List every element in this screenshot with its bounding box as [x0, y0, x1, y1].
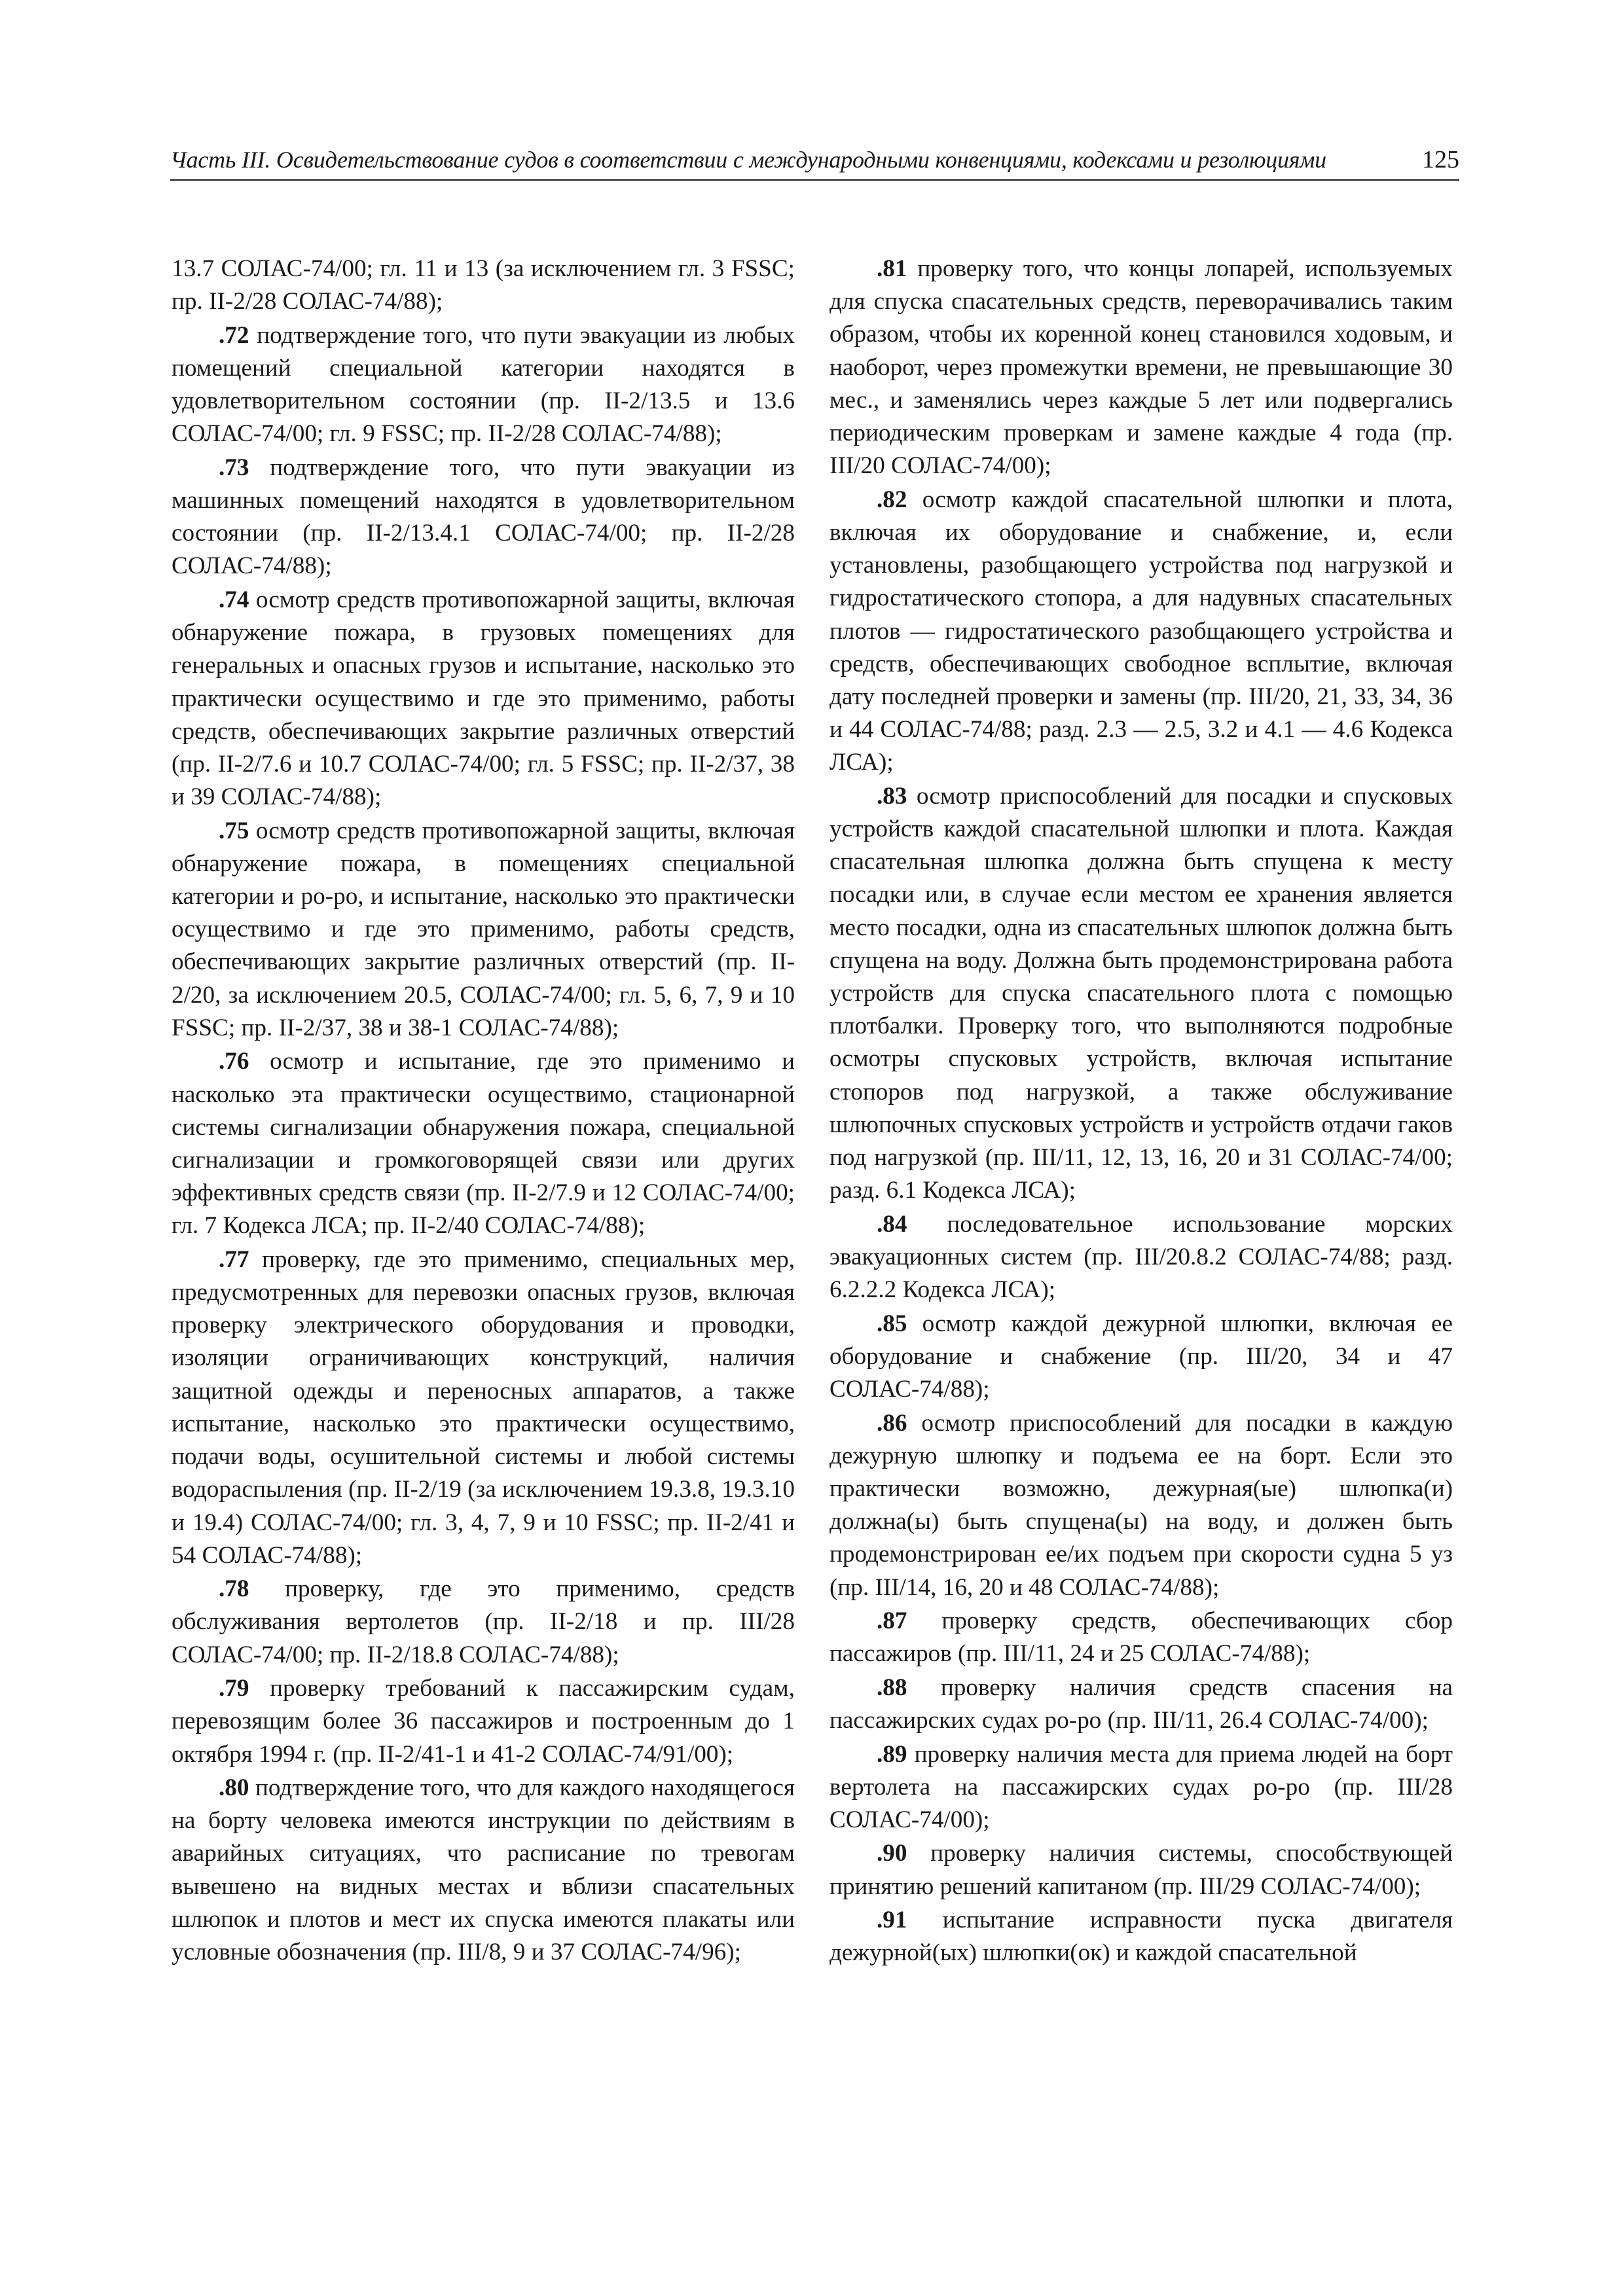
- item-number: .77: [219, 1246, 249, 1273]
- item-text: проверку требований к пассажирским судам, перевозящим более 36 пассажиров и построенным до 1 октября 1994 г. (пр. II-2/41-1 и 41-2 СОЛАС-74/91/00);: [172, 1675, 795, 1768]
- right-column: [830, 253, 1453, 1971]
- paragraph-item: [830, 1672, 1453, 1737]
- header-rule: [170, 179, 1459, 181]
- item-text: 13.7 СОЛАС-74/00; гл. 11 и 13 (за исключением гл. 3 FSSC; пр. II-2/28 СОЛАС-74/88);: [172, 255, 795, 315]
- item-text: проверку наличия места для приема людей на борт вертолета на пассажирских судах ро-ро (пр. III/28 СОЛАС-74/00);: [830, 1740, 1453, 1833]
- item-number: .74: [219, 586, 249, 613]
- item-text: проверку того, что концы лопарей, используемых для спуска спасательных средств, переворачивались таким образом, чтобы их коренной конец становился ходовым, и наоборот, через промежутки времени, не превышающие 30 мес., и заменялись через каждые 5 лет или подвергались периодическим проверкам и замене каждые 4 года (пр. III/20 СОЛАС-74/00);: [830, 255, 1453, 480]
- paragraph-item: [172, 815, 795, 1045]
- paragraph-item: [830, 253, 1453, 482]
- item-text: осмотр средств противопожарной защиты, включая обнаружение пожара, в помещениях специальной категории и ро-ро, и испытание, насколько это практически осуществимо и где это применимо, работы средств, обеспечивающих закрытие различных отверстий (пр. II-2/20, за исключением 20.5, СОЛАС-74/00; гл. 5, 6, 7, 9 и 10 FSSC; пр. II-2/37, 38 и 38-1 СОЛАС-74/88);: [172, 817, 795, 1041]
- running-title: Часть III. Освидетельствование судов в соответствии с международными конвенциями, кодексами и резолюциями: [170, 147, 1326, 173]
- item-number: .90: [877, 1840, 907, 1867]
- item-text: осмотр каждой дежурной шлюпки, включая ее оборудование и снабжение (пр. III/20, 34 и 47 СОЛАС-74/88);: [830, 1310, 1453, 1403]
- item-number: .78: [219, 1575, 249, 1603]
- item-number: .87: [877, 1607, 907, 1635]
- paragraph-item: [830, 1308, 1453, 1407]
- item-text: подтверждение того, что пути эвакуации из любых помещений специальной категории находятся в удовлетворительном состоянии (пр. II-2/13.5 и 13.6 СОЛАС-74/00; гл. 9 FSSC; пр. II-2/28 СОЛАС-74/88);: [172, 321, 795, 448]
- item-text: осмотр приспособлений для посадки и спусковых устройств каждой спасательной шлюпки и плота. Каждая спасательная шлюпка должна быть спущена к месту посадки или, в случае если местом ее хранения является место посадки, одна из спасательных шлюпок должна быть спущена на воду. Должна быть продемонстрирована работа устройств для спуска спасательного плота с помощью плотбалки. Проверку того, что выполняются подробные осмотры спусковых устройств, включая испытание стопоров под нагрузкой, а также обслуживание шлюпочных спусковых устройств и устройств отдачи гаков под нагрузкой (пр. III/11, 12, 13, 16, 20 и 31 СОЛАС-74/00; разд. 6.1 Кодекса ЛСА);: [830, 782, 1453, 1204]
- paragraph-item: [830, 1837, 1453, 1903]
- paragraph-item: [830, 1407, 1453, 1604]
- item-number: .91: [877, 1907, 907, 1934]
- item-text: подтверждение того, что для каждого находящегося на борту человека имеются инструкции по действиям в аварийных ситуациях, что расписание по тревогам вывешено на видных местах и вблизи спасательных шлюпок и плотов и мест их спуска имеются плакаты или условные обозначения (пр. III/8, 9 и 37 СОЛАС-74/96);: [172, 1774, 795, 1966]
- running-header: [170, 145, 1459, 182]
- left-column: [172, 253, 795, 1970]
- item-number: .73: [219, 454, 249, 481]
- paragraph-item: [830, 1738, 1453, 1837]
- item-number: .81: [877, 255, 907, 282]
- item-text: проверку наличия средств спасения на пассажирских судах ро-ро (пр. III/11, 26.4 СОЛАС-74/00);: [830, 1674, 1453, 1734]
- item-number: .83: [877, 782, 907, 810]
- item-number: .82: [877, 486, 907, 513]
- item-number: .80: [219, 1774, 249, 1802]
- item-text: осмотр приспособлений для посадки в каждую дежурную шлюпку и подъема ее на борт. Если это практически возможно, дежурная(ые) шлюпка(и) должна(ы) быть спущена(ы) на воду, и должен быть продемонстрирован ее/их подъем при скорости судна 5 уз (пр. III/14, 16, 20 и 48 СОЛАС-74/88);: [830, 1409, 1453, 1601]
- item-text: испытание исправности пуска двигателя дежурной(ых) шлюпки(ок) и каждой спасательной: [830, 1907, 1453, 1967]
- item-text: осмотр каждой спасательной шлюпки и плота, включая их оборудование и снабжение, и, если установлены, разобщающего устройства под нагрузкой и гидростатического стопора, а для надувных спасательных плотов — гидростатического разобщающего устройства и средств, обеспечивающих свободное всплытие, включая дату последней проверки и замены (пр. III/20, 21, 33, 34, 36 и 44 СОЛАС-74/88; разд. 2.3 — 2.5, 3.2 и 4.1 — 4.6 Кодекса ЛСА);: [830, 486, 1453, 776]
- paragraph-item: [830, 1605, 1453, 1670]
- item-text: проверку средств, обеспечивающих сбор пассажиров (пр. III/11, 24 и 25 СОЛАС-74/88);: [830, 1607, 1453, 1668]
- item-text: проверку, где это применимо, средств обслуживания вертолетов (пр. II-2/18 и пр. III/28 СОЛАС-74/00; пр. II-2/18.8 СОЛАС-74/88);: [172, 1575, 795, 1668]
- item-text: подтверждение того, что пути эвакуации из машинных помещений находятся в удовлетворительном состоянии (пр. II-2/13.4.1 СОЛАС-74/00; пр. II-2/28 СОЛАС-74/88);: [172, 454, 795, 580]
- item-number: .84: [877, 1210, 907, 1238]
- paragraph-item: [172, 1573, 795, 1672]
- paragraph-item: [172, 584, 795, 814]
- item-number: .75: [219, 817, 249, 844]
- paragraph-item: [172, 319, 795, 451]
- item-number: .79: [219, 1675, 249, 1702]
- paragraph-item: [172, 1045, 795, 1242]
- item-text: последовательное использование морских эвакуационных систем (пр. III/20.8.2 СОЛАС-74/88; разд. 6.2.2.2 Кодекса ЛСА);: [830, 1210, 1453, 1304]
- paragraph-item: [172, 1772, 795, 1969]
- paragraph-item: [172, 1672, 795, 1771]
- paragraph-item: [830, 780, 1453, 1208]
- paragraph-item: [830, 1904, 1453, 1969]
- item-number: .85: [877, 1310, 907, 1337]
- item-number: .86: [877, 1409, 907, 1437]
- item-number: .76: [219, 1048, 249, 1075]
- item-text: осмотр и испытание, где это применимо и насколько эта практически осуществимо, стационарной системы сигнализации обнаружения пожара, специальной сигнализации и громкоговорящей связи или других эффективных средств связи (пр. II-2/7.9 и 12 СОЛАС-74/00; гл. 7 Кодекса ЛСА; пр. II-2/40 СОЛАС-74/88);: [172, 1048, 795, 1240]
- paragraph-item: [172, 452, 795, 583]
- paragraph-item: [172, 253, 795, 318]
- item-number: .88: [877, 1674, 907, 1701]
- paragraph-item: [830, 484, 1453, 780]
- item-number: .89: [877, 1740, 907, 1768]
- item-text: проверку наличия системы, способствующей принятию решений капитаном (пр. III/29 СОЛАС-74/00);: [830, 1840, 1453, 1900]
- page-number: 125: [1422, 146, 1459, 173]
- item-text: проверку, где это применимо, специальных мер, предусмотренных для перевозки опасных грузов, включая проверку электрического оборудования и проводки, изоляции ограничивающих конструкций, наличия защитной одежды и переносных аппаратов, а также испытание, насколько это практически осуществимо, подачи воды, осушительной системы и любой системы водораспыления (пр. II-2/19 (за исключением 19.3.8, 19.3.10 и 19.4) СОЛАС-74/00; гл. 3, 4, 7, 9 и 10 FSSC; пр. II-2/41 и 54 СОЛАС-74/88);: [172, 1246, 795, 1569]
- paragraph-item: [830, 1208, 1453, 1307]
- item-text: осмотр средств противопожарной защиты, включая обнаружение пожара, в грузовых помещениях для генеральных и опасных грузов и испытание, насколько это практически осуществимо и где это применимо, работы средств, обеспечивающих закрытие различных отверстий (пр. II-2/7.6 и 10.7 СОЛАС-74/00; гл. 5 FSSC; пр. II-2/37, 38 и 39 СОЛАС-74/88);: [172, 586, 795, 811]
- item-number: .72: [219, 321, 249, 349]
- paragraph-item: [172, 1244, 795, 1572]
